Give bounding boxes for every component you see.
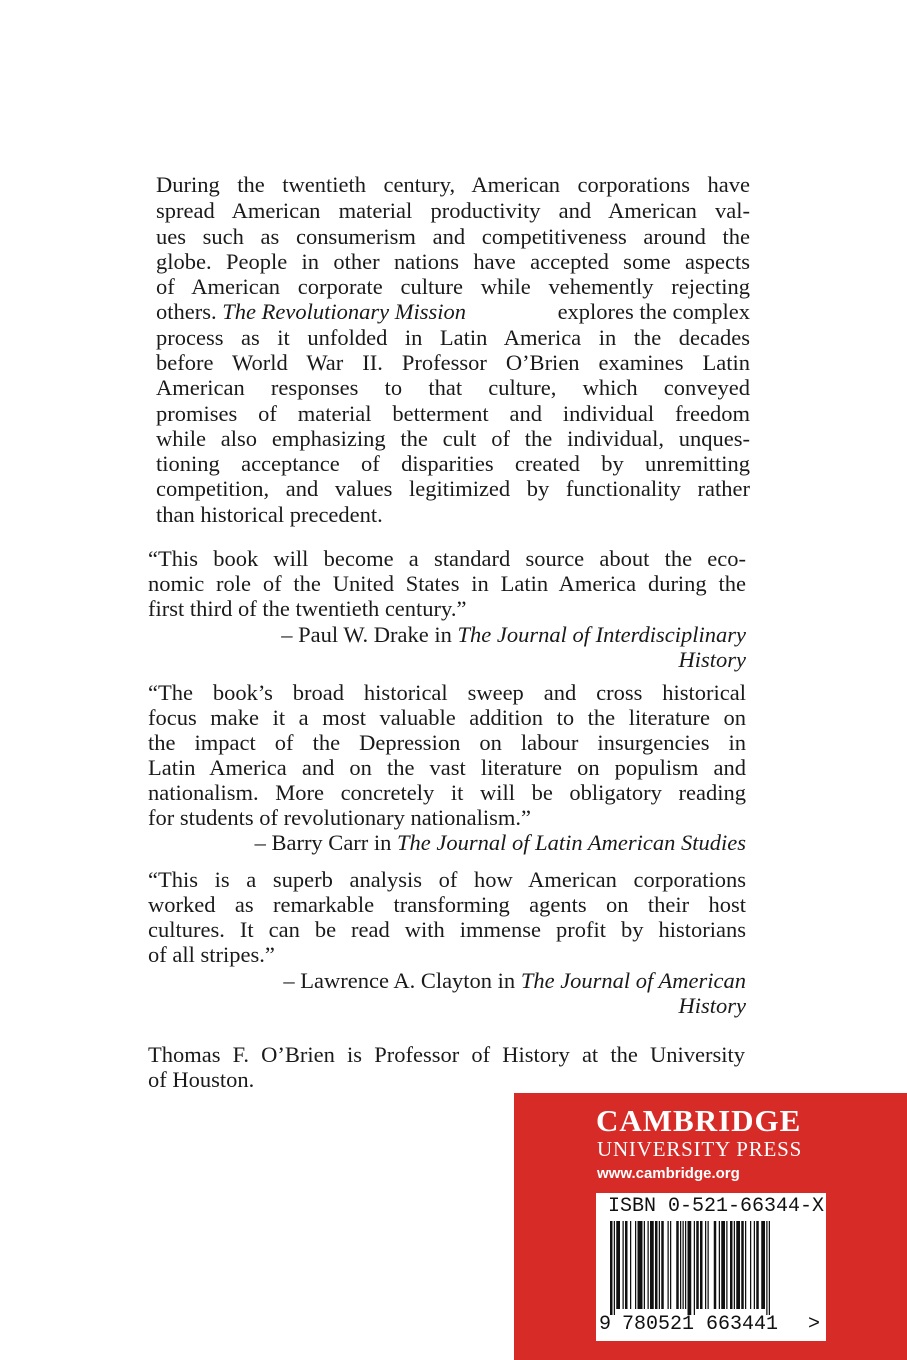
barcode-bar [730,1221,733,1309]
journal-title: History [678,647,746,672]
barcode-panel [596,1193,826,1341]
reviewer-name: – Barry Carr in [254,830,392,855]
barcode-bar [661,1221,664,1309]
quote-line: first third of the twentieth century.” [148,596,467,621]
barcode-bar [761,1221,765,1309]
description-line: American responses to that culture, which conveyed [156,375,750,400]
quote-line: worked as remarkable transforming agents on their host [148,892,746,917]
journal-title: The Journal of American [520,968,746,993]
barcode-bar [750,1221,751,1309]
barcode-bar [630,1221,631,1309]
barcode-bar [734,1221,735,1309]
barcode-bar [623,1221,624,1309]
ean-left-group: 780521 [622,1313,695,1336]
description-line: before World War II. Professor O’Brien examines Latin [156,350,750,375]
barcode-bar [668,1221,669,1309]
quote-line: Latin America and on the vast literature on populism and [148,755,746,780]
reviewer-name: – Paul W. Drake in [281,622,452,647]
quote-line: “This is a superb analysis of how American corporations [148,867,746,892]
description-line: ues such as consumerism and competitiveness around the [156,224,750,249]
publisher-subtitle: UNIVERSITY PRESS [597,1137,803,1161]
barcode-bar [610,1221,613,1315]
barcode-bar [680,1221,681,1309]
barcode-bar [638,1221,643,1309]
description-line: During the twentieth century, American corporations have [156,172,750,197]
barcode-bar [741,1221,744,1309]
barcode-bar [708,1221,709,1309]
quote-line: “The book’s broad historical sweep and cross historical [148,680,746,705]
quote-line: focus make it a most valuable addition to the literature on [148,705,746,730]
barcode-bar [700,1221,703,1309]
description-text: explores the complex [557,299,750,324]
quote-line: of all stripes.” [148,942,275,967]
bio-line: of Houston. [148,1067,255,1092]
quote-line: for students of revolutionary nationalism.” [148,805,532,830]
quote-line: cultures. It can be read with immense profit by historians [148,917,746,942]
barcode-bar [726,1221,727,1309]
barcode-bar [683,1221,684,1309]
barcode-bar [670,1221,671,1309]
barcode-bar [650,1221,654,1309]
barcode-bar [635,1221,636,1309]
barcode-bar [719,1221,720,1309]
description-line: of American corporate culture while vehemently rejecting [156,274,750,299]
quote-line: “This book will become a standard source about the eco- [148,546,746,571]
book-title-italic: The Revolutionary Mission [222,299,466,324]
barcode-bar [694,1221,695,1315]
barcode-bar [614,1221,615,1315]
barcode-bar [721,1221,725,1309]
barcode-icon [596,1221,826,1315]
description-text: others. [156,299,217,324]
description-line: promises of material betterment and individual freedom [156,401,750,426]
ean-marker: > [808,1313,821,1336]
ean-first-digit: 9 [599,1313,612,1336]
barcode-bar [745,1221,746,1309]
barcode-bar [655,1221,658,1309]
barcode-bar [688,1221,692,1315]
description-line: than historical precedent. [156,502,383,527]
barcode-bar [696,1221,699,1309]
journal-title: The Journal of Interdisciplinary [457,622,746,647]
barcode-bar [685,1221,686,1309]
description-line: tioning acceptance of disparities created by unremitting [156,451,750,476]
description-line: spread American material productivity and American val- [156,198,750,223]
description-line: while also emphasizing the cult of the individual, unques- [156,426,750,451]
journal-title: History [678,993,746,1018]
publisher-name: CAMBRIDGE [596,1103,802,1138]
quote-line: nationalism. More concretely it will be obligatory reading [148,780,746,805]
quote-attribution [255,830,746,856]
barcode-bar [648,1221,649,1309]
barcode-bar [756,1221,759,1309]
quote-attribution [283,968,746,994]
description-line [156,299,750,325]
journal-title: The Journal of Latin American Studies [397,830,746,855]
barcode-bar [766,1221,767,1315]
barcode-bar [714,1221,717,1309]
description-line: competition, and values legitimized by functionality rather [156,476,750,501]
barcode-bar [625,1221,628,1309]
bio-line: Thomas F. O’Brien is Professor of History at the University [148,1042,745,1067]
barcode-bar [769,1221,770,1315]
barcode-bar [736,1221,740,1309]
quote-line: nomic role of the United States in Latin America during the [148,571,746,596]
quote-attribution-cont [679,647,747,673]
quote-attribution-cont [679,993,747,1019]
description-line: globe. People in other nations have accepted some aspects [156,249,750,274]
quote-line: the impact of the Depression on labour insurgencies in [148,730,746,755]
barcode-bar [705,1221,706,1309]
publisher-block [514,1093,907,1360]
ean-digits [596,1313,826,1337]
publisher-url: www.cambridge.org [597,1165,740,1182]
description-line: process as it unfolded in Latin America in the decades [156,325,750,350]
barcode-bar [616,1221,620,1309]
quote-attribution [281,622,746,648]
barcode-bar [659,1221,660,1309]
barcode-bar [754,1221,755,1309]
isbn-number: ISBN 0-521-66344-X [608,1195,825,1218]
barcode-bar [676,1221,679,1309]
ean-right-group: 663441 [706,1313,779,1336]
reviewer-name: – Lawrence A. Clayton in [283,968,516,993]
barcode-bar [644,1221,645,1309]
